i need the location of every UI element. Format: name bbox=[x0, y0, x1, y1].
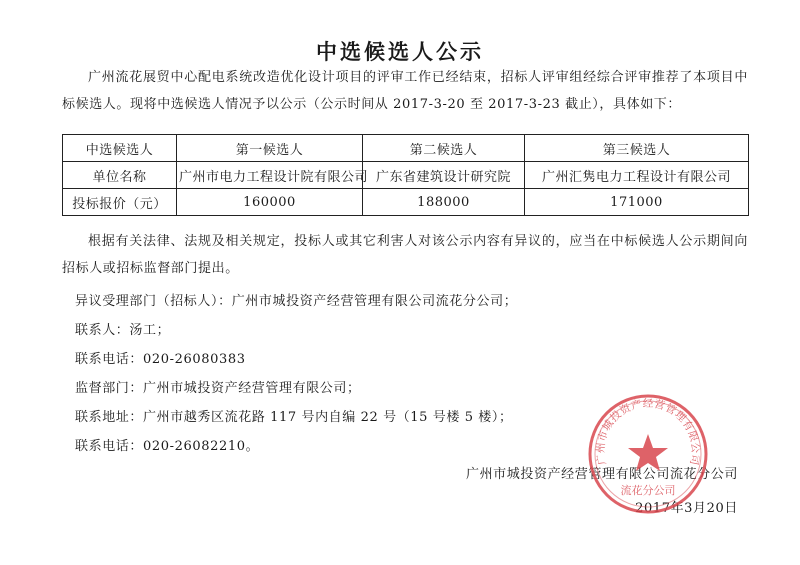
table-header-cell: 第二候选人 bbox=[363, 135, 525, 162]
objection-paragraph: 根据有关法律、法规及相关规定，投标人或其它利害人对该公示内容有异议的，应当在中标候选人公示期间向招标人或招标监督部门提出。 bbox=[62, 234, 748, 276]
contact-phone-line: 联系电话：020-26080383 bbox=[75, 352, 246, 367]
table-cell: 广州汇隽电力工程设计有限公司 bbox=[525, 162, 749, 189]
table-header-cell: 第三候选人 bbox=[525, 135, 749, 162]
table-header-row bbox=[63, 135, 749, 162]
row-label-cell: 单位名称 bbox=[63, 162, 177, 189]
supervision-department-line: 监督部门：广州市城投资产经营管理有限公司； bbox=[75, 381, 361, 396]
signature-date: 2017年3月20日 bbox=[635, 501, 738, 516]
table-cell: 188000 bbox=[363, 189, 525, 216]
table-row bbox=[63, 162, 749, 189]
seal-star-icon bbox=[628, 434, 668, 471]
table-cell: 160000 bbox=[177, 189, 363, 216]
svg-text:广州市城投资产经营管理有限公司: 广州市城投资产经营管理有限公司 bbox=[594, 397, 702, 467]
table-cell: 广东省建筑设计研究院 bbox=[363, 162, 525, 189]
contact-person-line: 联系人：汤工； bbox=[75, 323, 171, 338]
table-row bbox=[63, 189, 749, 216]
contact-address-line: 联系地址：广州市越秀区流花路 117 号内自编 22 号（15 号楼 5 楼）； bbox=[75, 410, 513, 425]
intro-paragraph: 广州流花展贸中心配电系统改造优化设计项目的评审工作已经结束，招标人评审组经综合评审推荐了本项目中标候选人。现将中选候选人情况予以公示（公示时间从 2017-3-20 至 2017-3-23 截止），具体如下： bbox=[62, 70, 748, 112]
row-label-cell: 投标报价（元） bbox=[63, 189, 177, 216]
table-cell: 广州市电力工程设计院有限公司 bbox=[177, 162, 363, 189]
candidate-table bbox=[62, 134, 749, 216]
svg-text:流花分公司: 流花分公司 bbox=[620, 484, 676, 497]
table-header-cell: 中选候选人 bbox=[63, 135, 177, 162]
signature-company: 广州市城投资产经营管理有限公司流花分公司 bbox=[465, 467, 738, 482]
table-header-cell: 第一候选人 bbox=[177, 135, 363, 162]
page-title: 中选候选人公示 bbox=[316, 40, 484, 64]
objection-department-line: 异议受理部门（招标人）：广州市城投资产经营管理有限公司流花分公司； bbox=[75, 294, 518, 309]
company-seal bbox=[586, 392, 710, 516]
table-cell: 171000 bbox=[525, 189, 749, 216]
supervision-phone-line: 联系电话：020-26082210。 bbox=[75, 439, 260, 454]
